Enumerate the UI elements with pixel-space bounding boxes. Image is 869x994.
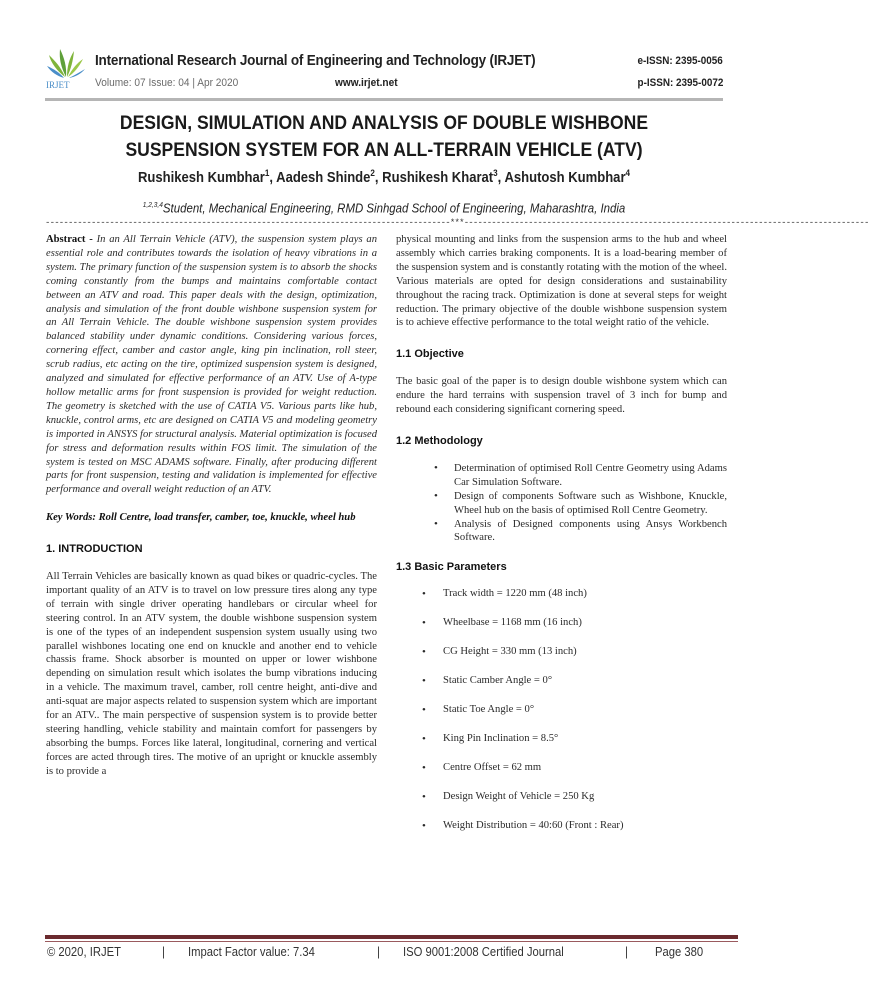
dash-line-left: ---------------------------------------------------------------------------------------- — [45, 218, 450, 228]
parameter-item: • Static Toe Angle = 0° — [422, 703, 727, 732]
abstract-text: In an All Terrain Vehicle (ATV), the suspension system plays an essential role and contributes towards the isolation of heavy vibrations in a system. The primary function of the suspension system is to absorb the shocks coming constantly from the bumps and maintains comfortable contact between an ATV and road. This paper deals with the design, optimization, analysis and simulation of the front double wishbone suspension system for an All Terrain Vehicle. The double wishbone suspension system provides balanced stability under dynamic conditions. Considering various forces, cornering effect, camber and castor angle, king pin inclination, roll steer, scrub radius, etc acting on the tire, optimized suspension system is designed, analyzed and simulated for effective performance of an ATV. Use of A-type hollow metallic arms for front suspension is provided for weight reduction. The geometry is sketched with the use of CATIA V5. Various parts like hub, knuckle, control arms, etc are designed on CATIA V5 and modeling geometry is imported in ANSYS for structural analysis. Material optimization is focused for stress and deformation results within FOS limit. The simulation of the system is tested on MSC ADAMS software. Finally, after producing different parts for front suspension, testing and validation is implemented for effective performance and overall weight reduction of an ATV. — [46, 234, 378, 496]
methodology-list — [434, 462, 727, 545]
introduction-paragraph: All Terrain Vehicles are basically known as quad bikes or quadric-cycles. The important quality of an ATV is to travel on low pressure tires along any type of terrain with single driver operating handlebars or circular wheel for steering control. In an ATV system, the double wishbone suspension system is one of the types of an independent suspension system usually using two parallel wishbones locating one end on knuckle and another end to vehicle chassis frame. Shock absorber is mounted on upper or lower wishbone depending on simulation result which isolates the bump vibrations inducing in a vehicle. The maximum travel, camber, roll centre height, anti-dive and anti-squat are major aspects related to suspension system which are important for an ATV.. The main perspective of suspension system is to provide better steering handling, vehicle stability and maintain comfort for passengers by absorbing the bumps. Forces like lateral, longitudinal, cornering and vertical forces are acted through tires. The motive of an upright or knuckle assembly is to provide a — [46, 571, 377, 777]
dashed-separator — [45, 218, 869, 232]
author-separator: , — [374, 169, 383, 186]
e-issn: e-ISSN: 2395-0056 — [637, 55, 723, 67]
parameter-item: • Static Camber Angle = 0° — [422, 674, 727, 703]
author-superscript: 3 — [493, 168, 498, 178]
author-name: Rushikesh Kumbhar — [137, 169, 265, 186]
abstract-label: Abstract - — [46, 234, 97, 245]
affiliation-text: Student, Mechanical Engineering, RMD Sinhgad School of Engineering, Maharashtra, India — [162, 200, 626, 216]
methodology-item: • Analysis of Designed components using Ansys Workbench Software. — [434, 518, 727, 546]
section-heading-methodology: 1.2 Methodology — [396, 434, 483, 447]
footer-copyright: © 2020, IRJET — [47, 945, 121, 959]
author-superscript: 2 — [370, 168, 375, 178]
footer-certification: ISO 9001:2008 Certified Journal — [403, 945, 564, 959]
dash-line-right: ---------------------------------------------------------------------------------------- — [463, 218, 869, 228]
author-superscript: 4 — [625, 168, 631, 178]
footer-divider — [45, 935, 738, 939]
page-footer — [47, 945, 727, 965]
section-heading-objective: 1.1 Objective — [396, 348, 464, 361]
paper-title — [92, 110, 675, 164]
author-name: Ashutosh Kumbhar — [504, 169, 626, 186]
journal-title: International Research Journal of Engineering and Technology (IRJET) — [95, 53, 536, 69]
author-name: Aadesh Shinde — [276, 169, 371, 186]
volume-issue: Volume: 07 Issue: 04 | Apr 2020 — [95, 77, 239, 89]
journal-website-link[interactable]: www.irjet.net — [335, 77, 398, 89]
journal-header — [45, 47, 723, 99]
irjet-logo-icon — [45, 47, 87, 89]
footer-page-number: Page 380 — [655, 945, 704, 959]
section-heading-introduction: 1. INTRODUCTION — [46, 543, 143, 556]
parameter-item: • King Pin Inclination = 8.5° — [422, 732, 727, 761]
introduction-paragraph-continued: physical mounting and links from the suspension arms to the hub and wheel assembly which carries braking components. It is a load-bearing member of the suspension system and is constantly rotating with the motion of the wheel. Various materials are opted for design considerations and sustainability throughout the racing track. Optimization is done at several steps for weight reduction. The primary objective of the double wishbone suspension system is to achieve effective performance to the total weight ratio of the vehicle. — [396, 234, 728, 329]
p-issn: p-ISSN: 2395-0072 — [637, 77, 723, 89]
objective-paragraph: The basic goal of the paper is to design double wishbone system which can endure the hard terrains with suspension travel of 3 inch for bump and rebound each considering significant cornering speed. — [396, 376, 727, 416]
parameter-item: • Weight Distribution = 40:60 (Front : Rear) — [422, 819, 727, 848]
footer-divider-glyph: | — [625, 945, 628, 959]
parameter-item: • CG Height = 330 mm (13 inch) — [422, 645, 727, 674]
methodology-item: • Design of components Software such as Wishbone, Knuckle, Wheel hub on the basis of optimised Roll Centre Geometry. — [434, 490, 727, 518]
footer-divider-glyph: | — [377, 945, 380, 959]
author-affiliation — [81, 200, 686, 215]
keywords: Key Words: Roll Centre, load transfer, camber, toe, knuckle, wheel hub — [46, 512, 356, 524]
author-separator: , — [269, 169, 277, 186]
abstract — [46, 233, 377, 497]
svg-text:IRJET: IRJET — [46, 80, 70, 90]
parameter-item: • Design Weight of Vehicle = 250 Kg — [422, 790, 727, 819]
footer-impact-factor: Impact Factor value: 7.34 — [188, 945, 315, 959]
parameters-list — [422, 587, 727, 848]
author-separator: , — [497, 169, 505, 186]
author-name: Rushikesh Kharat — [382, 169, 494, 186]
left-column — [46, 233, 377, 779]
footer-divider-glyph: | — [162, 945, 165, 959]
separator-asterisks: *** — [449, 218, 464, 228]
affiliation-superscript: 1,2,3,4 — [142, 200, 163, 209]
paper-title-line-1: DESIGN, SIMULATION AND ANALYSIS OF DOUBLE WISHBONE — [119, 112, 649, 134]
author-superscript: 1 — [264, 168, 270, 178]
paper-title-line-2: SUSPENSION SYSTEM FOR AN ALL-TERRAIN VEHICLE (ATV) — [125, 139, 643, 161]
author-list — [74, 168, 693, 186]
header-divider — [45, 98, 723, 101]
parameter-item: • Centre Offset = 62 mm — [422, 761, 727, 790]
parameter-item: • Track width = 1220 mm (48 inch) — [422, 587, 727, 616]
methodology-item: • Determination of optimised Roll Centre Geometry using Adams Car Simulation Software. — [434, 462, 727, 490]
right-column — [396, 233, 727, 848]
footer-divider-thin — [45, 941, 738, 942]
section-heading-basic-parameters: 1.3 Basic Parameters — [396, 561, 507, 574]
parameter-item: • Wheelbase = 1168 mm (16 inch) — [422, 616, 727, 645]
